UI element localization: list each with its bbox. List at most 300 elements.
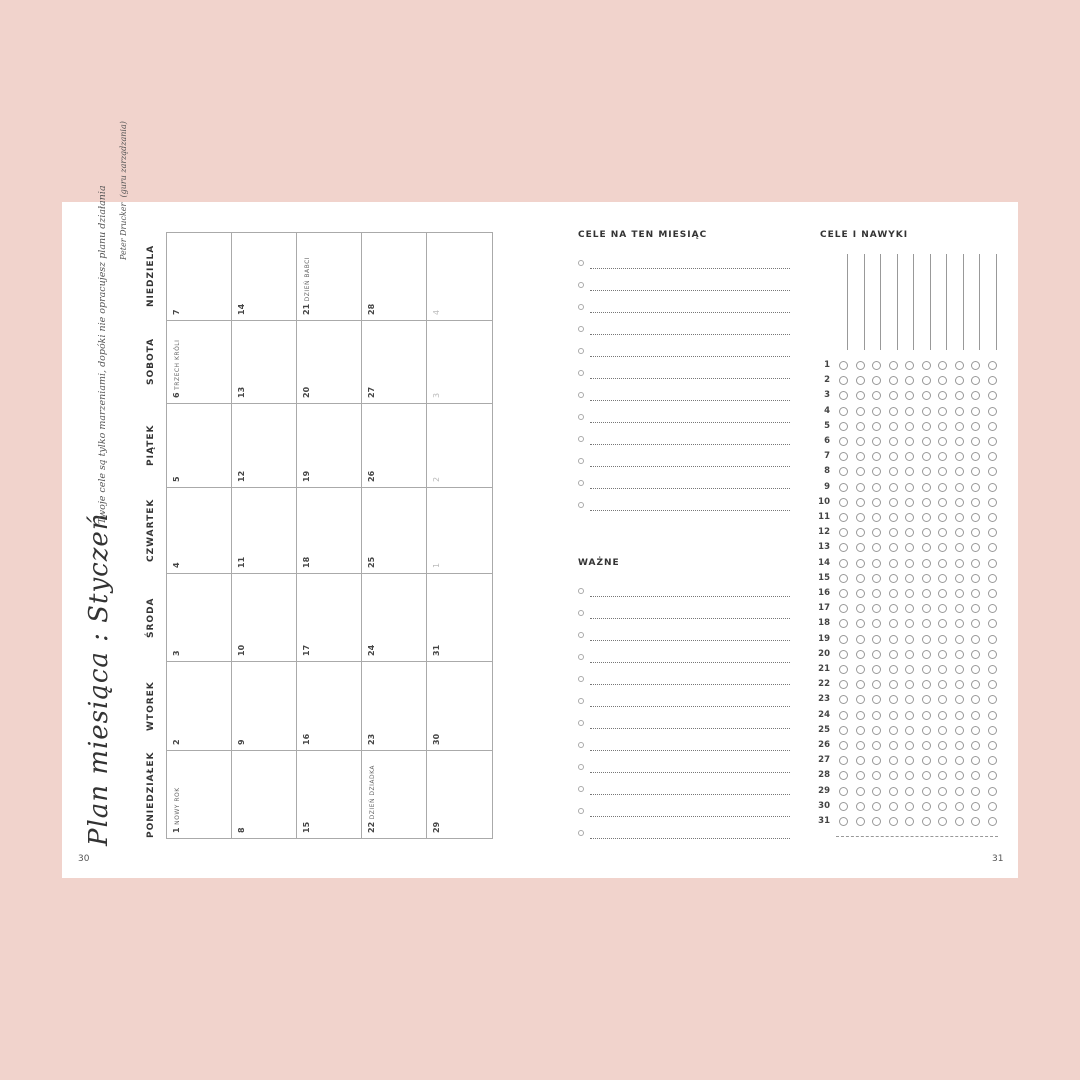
habit-checkbox[interactable] — [839, 467, 848, 476]
calendar-day-cell[interactable] — [166, 661, 232, 751]
habit-checkbox[interactable] — [872, 787, 881, 796]
important-entry-line[interactable] — [590, 662, 790, 663]
habit-checkbox[interactable] — [856, 376, 865, 385]
habit-checkbox[interactable] — [938, 680, 947, 689]
habit-checkbox[interactable] — [988, 589, 997, 598]
habit-checkbox[interactable] — [955, 756, 964, 765]
goal-entry-line[interactable] — [590, 510, 790, 511]
habit-checkbox[interactable] — [839, 650, 848, 659]
calendar-day-cell[interactable] — [166, 573, 232, 662]
habit-checkbox[interactable] — [988, 635, 997, 644]
habit-name-column[interactable] — [913, 254, 914, 350]
important-entry-line[interactable] — [590, 684, 790, 685]
habit-checkbox[interactable] — [839, 604, 848, 613]
habit-checkbox[interactable] — [905, 802, 914, 811]
habit-checkbox[interactable] — [905, 407, 914, 416]
habit-checkbox[interactable] — [856, 802, 865, 811]
habit-checkbox[interactable] — [839, 817, 848, 826]
habit-checkbox[interactable] — [955, 361, 964, 370]
habit-checkbox[interactable] — [922, 695, 931, 704]
habit-checkbox[interactable] — [856, 665, 865, 674]
important-entry-line[interactable] — [590, 706, 790, 707]
habit-checkbox[interactable] — [839, 711, 848, 720]
habit-checkbox[interactable] — [955, 498, 964, 507]
habit-checkbox[interactable] — [955, 726, 964, 735]
habit-checkbox[interactable] — [988, 559, 997, 568]
habit-checkbox[interactable] — [856, 619, 865, 628]
habit-checkbox[interactable] — [889, 361, 898, 370]
habit-checkbox[interactable] — [922, 361, 931, 370]
habit-checkbox[interactable] — [988, 680, 997, 689]
habit-checkbox[interactable] — [938, 650, 947, 659]
habit-checkbox[interactable] — [971, 407, 980, 416]
habit-checkbox[interactable] — [922, 437, 931, 446]
habit-checkbox[interactable] — [988, 650, 997, 659]
habit-checkbox[interactable] — [955, 650, 964, 659]
habit-checkbox[interactable] — [856, 680, 865, 689]
habit-checkbox[interactable] — [988, 756, 997, 765]
habit-checkbox[interactable] — [889, 589, 898, 598]
habit-checkbox[interactable] — [872, 619, 881, 628]
habit-checkbox[interactable] — [872, 650, 881, 659]
habit-checkbox[interactable] — [889, 422, 898, 431]
habit-checkbox[interactable] — [922, 559, 931, 568]
goal-entry-line[interactable] — [590, 378, 790, 379]
habit-checkbox[interactable] — [922, 650, 931, 659]
habit-checkbox[interactable] — [955, 604, 964, 613]
habit-checkbox[interactable] — [872, 635, 881, 644]
habit-checkbox[interactable] — [938, 817, 947, 826]
habit-checkbox[interactable] — [905, 787, 914, 796]
calendar-day-cell[interactable] — [231, 403, 297, 488]
habit-checkbox[interactable] — [955, 559, 964, 568]
habit-checkbox[interactable] — [856, 498, 865, 507]
calendar-day-cell[interactable] — [426, 573, 493, 662]
habit-checkbox[interactable] — [938, 422, 947, 431]
habit-checkbox[interactable] — [872, 695, 881, 704]
habit-checkbox[interactable] — [839, 407, 848, 416]
habit-checkbox[interactable] — [889, 817, 898, 826]
habit-checkbox[interactable] — [905, 695, 914, 704]
habit-checkbox[interactable] — [938, 711, 947, 720]
habit-checkbox[interactable] — [938, 483, 947, 492]
habit-checkbox[interactable] — [955, 680, 964, 689]
habit-checkbox[interactable] — [839, 741, 848, 750]
habit-checkbox[interactable] — [971, 635, 980, 644]
habit-checkbox[interactable] — [938, 559, 947, 568]
habit-checkbox[interactable] — [971, 619, 980, 628]
calendar-day-cell[interactable] — [296, 403, 362, 488]
habit-checkbox[interactable] — [905, 483, 914, 492]
habit-checkbox[interactable] — [922, 711, 931, 720]
habit-checkbox[interactable] — [955, 391, 964, 400]
habit-checkbox[interactable] — [872, 756, 881, 765]
habit-checkbox[interactable] — [872, 437, 881, 446]
habit-checkbox[interactable] — [889, 391, 898, 400]
habit-checkbox[interactable] — [872, 665, 881, 674]
habit-checkbox[interactable] — [971, 680, 980, 689]
habit-checkbox[interactable] — [889, 574, 898, 583]
habit-checkbox[interactable] — [971, 574, 980, 583]
calendar-day-cell[interactable] — [231, 573, 297, 662]
habit-checkbox[interactable] — [955, 619, 964, 628]
habit-checkbox[interactable] — [905, 361, 914, 370]
calendar-day-cell[interactable] — [166, 232, 232, 321]
habit-checkbox[interactable] — [938, 665, 947, 674]
habit-checkbox[interactable] — [922, 452, 931, 461]
calendar-day-cell[interactable] — [296, 320, 362, 404]
calendar-day-cell[interactable] — [231, 232, 297, 321]
habit-name-column[interactable] — [996, 254, 997, 350]
habit-checkbox[interactable] — [938, 391, 947, 400]
habit-checkbox[interactable] — [889, 498, 898, 507]
habit-checkbox[interactable] — [889, 635, 898, 644]
habit-checkbox[interactable] — [938, 726, 947, 735]
habit-checkbox[interactable] — [872, 771, 881, 780]
habit-checkbox[interactable] — [955, 437, 964, 446]
habit-checkbox[interactable] — [872, 817, 881, 826]
calendar-day-cell[interactable] — [296, 573, 362, 662]
goal-entry-line[interactable] — [590, 422, 790, 423]
habit-checkbox[interactable] — [856, 589, 865, 598]
habit-checkbox[interactable] — [955, 467, 964, 476]
habit-checkbox[interactable] — [971, 817, 980, 826]
habit-checkbox[interactable] — [955, 452, 964, 461]
calendar-day-cell[interactable] — [231, 661, 297, 751]
habit-checkbox[interactable] — [839, 559, 848, 568]
habit-checkbox[interactable] — [988, 802, 997, 811]
habit-checkbox[interactable] — [856, 528, 865, 537]
habit-checkbox[interactable] — [905, 543, 914, 552]
calendar-day-cell[interactable] — [361, 750, 427, 839]
habit-checkbox[interactable] — [872, 741, 881, 750]
habit-checkbox[interactable] — [988, 513, 997, 522]
habit-checkbox[interactable] — [856, 467, 865, 476]
habit-checkbox[interactable] — [971, 543, 980, 552]
habit-checkbox[interactable] — [872, 376, 881, 385]
habit-checkbox[interactable] — [971, 787, 980, 796]
habit-checkbox[interactable] — [922, 513, 931, 522]
calendar-day-cell[interactable] — [231, 487, 297, 574]
calendar-day-cell[interactable] — [426, 661, 493, 751]
habit-checkbox[interactable] — [872, 711, 881, 720]
habit-checkbox[interactable] — [938, 695, 947, 704]
habit-checkbox[interactable] — [938, 619, 947, 628]
important-entry-line[interactable] — [590, 772, 790, 773]
habit-checkbox[interactable] — [922, 498, 931, 507]
habit-checkbox[interactable] — [955, 483, 964, 492]
habit-checkbox[interactable] — [988, 741, 997, 750]
habit-checkbox[interactable] — [988, 452, 997, 461]
calendar-day-cell[interactable] — [361, 661, 427, 751]
habit-checkbox[interactable] — [938, 787, 947, 796]
habit-checkbox[interactable] — [905, 452, 914, 461]
habit-checkbox[interactable] — [905, 635, 914, 644]
goal-entry-line[interactable] — [590, 334, 790, 335]
calendar-day-cell[interactable] — [166, 750, 232, 839]
habit-checkbox[interactable] — [856, 711, 865, 720]
habit-checkbox[interactable] — [988, 726, 997, 735]
habit-checkbox[interactable] — [988, 619, 997, 628]
calendar-day-cell[interactable] — [231, 320, 297, 404]
habit-checkbox[interactable] — [971, 695, 980, 704]
calendar-day-cell[interactable] — [166, 403, 232, 488]
habit-checkbox[interactable] — [889, 528, 898, 537]
habit-checkbox[interactable] — [971, 483, 980, 492]
habit-checkbox[interactable] — [905, 467, 914, 476]
habit-checkbox[interactable] — [839, 589, 848, 598]
habit-checkbox[interactable] — [955, 817, 964, 826]
habit-checkbox[interactable] — [889, 467, 898, 476]
habit-checkbox[interactable] — [905, 437, 914, 446]
habit-checkbox[interactable] — [889, 680, 898, 689]
habit-checkbox[interactable] — [889, 695, 898, 704]
habit-checkbox[interactable] — [856, 787, 865, 796]
habit-checkbox[interactable] — [922, 756, 931, 765]
habit-checkbox[interactable] — [856, 559, 865, 568]
calendar-day-cell[interactable] — [166, 320, 232, 404]
calendar-day-cell[interactable] — [361, 320, 427, 404]
habit-checkbox[interactable] — [922, 787, 931, 796]
habit-checkbox[interactable] — [988, 422, 997, 431]
habit-checkbox[interactable] — [938, 437, 947, 446]
calendar-day-cell[interactable] — [166, 487, 232, 574]
habit-checkbox[interactable] — [988, 498, 997, 507]
habit-checkbox[interactable] — [938, 452, 947, 461]
habit-checkbox[interactable] — [889, 771, 898, 780]
habit-checkbox[interactable] — [971, 376, 980, 385]
habit-checkbox[interactable] — [938, 604, 947, 613]
habit-checkbox[interactable] — [856, 513, 865, 522]
habit-checkbox[interactable] — [971, 741, 980, 750]
habit-checkbox[interactable] — [922, 604, 931, 613]
calendar-day-cell[interactable] — [231, 750, 297, 839]
habit-checkbox[interactable] — [955, 771, 964, 780]
calendar-day-cell[interactable] — [296, 232, 362, 321]
habit-checkbox[interactable] — [856, 483, 865, 492]
habit-checkbox[interactable] — [971, 802, 980, 811]
habit-checkbox[interactable] — [988, 817, 997, 826]
habit-checkbox[interactable] — [839, 513, 848, 522]
goal-entry-line[interactable] — [590, 466, 790, 467]
important-entry-line[interactable] — [590, 618, 790, 619]
habit-checkbox[interactable] — [905, 604, 914, 613]
habit-checkbox[interactable] — [988, 361, 997, 370]
habit-checkbox[interactable] — [889, 802, 898, 811]
habit-checkbox[interactable] — [905, 726, 914, 735]
habit-checkbox[interactable] — [905, 680, 914, 689]
important-entry-line[interactable] — [590, 838, 790, 839]
habit-name-column[interactable] — [880, 254, 881, 350]
calendar-day-cell[interactable] — [296, 487, 362, 574]
habit-checkbox[interactable] — [856, 361, 865, 370]
habit-checkbox[interactable] — [922, 741, 931, 750]
habit-checkbox[interactable] — [988, 787, 997, 796]
habit-checkbox[interactable] — [988, 695, 997, 704]
habit-name-column[interactable] — [963, 254, 964, 350]
habit-checkbox[interactable] — [889, 407, 898, 416]
habit-name-column[interactable] — [847, 254, 848, 350]
habit-checkbox[interactable] — [905, 771, 914, 780]
important-entry-line[interactable] — [590, 750, 790, 751]
habit-checkbox[interactable] — [905, 574, 914, 583]
habit-checkbox[interactable] — [905, 741, 914, 750]
habit-checkbox[interactable] — [971, 528, 980, 537]
habit-checkbox[interactable] — [839, 452, 848, 461]
habit-checkbox[interactable] — [955, 589, 964, 598]
important-entry-line[interactable] — [590, 596, 790, 597]
habit-checkbox[interactable] — [938, 467, 947, 476]
habit-checkbox[interactable] — [905, 498, 914, 507]
habit-checkbox[interactable] — [889, 604, 898, 613]
habit-checkbox[interactable] — [955, 543, 964, 552]
calendar-day-cell[interactable] — [361, 487, 427, 574]
habit-checkbox[interactable] — [922, 422, 931, 431]
habit-name-column[interactable] — [930, 254, 931, 350]
habit-checkbox[interactable] — [839, 543, 848, 552]
habit-checkbox[interactable] — [988, 483, 997, 492]
habit-checkbox[interactable] — [971, 559, 980, 568]
goal-entry-line[interactable] — [590, 356, 790, 357]
habit-checkbox[interactable] — [839, 574, 848, 583]
habit-checkbox[interactable] — [955, 528, 964, 537]
habit-checkbox[interactable] — [856, 604, 865, 613]
habit-checkbox[interactable] — [922, 802, 931, 811]
habit-checkbox[interactable] — [922, 528, 931, 537]
habit-checkbox[interactable] — [905, 528, 914, 537]
habit-checkbox[interactable] — [839, 665, 848, 674]
habit-checkbox[interactable] — [839, 376, 848, 385]
calendar-day-cell[interactable] — [426, 487, 493, 574]
habit-checkbox[interactable] — [856, 726, 865, 735]
habit-checkbox[interactable] — [905, 589, 914, 598]
habit-checkbox[interactable] — [872, 574, 881, 583]
habit-checkbox[interactable] — [856, 695, 865, 704]
habit-checkbox[interactable] — [905, 665, 914, 674]
calendar-day-cell[interactable] — [426, 320, 493, 404]
habit-checkbox[interactable] — [971, 589, 980, 598]
goal-entry-line[interactable] — [590, 312, 790, 313]
goal-entry-line[interactable] — [590, 444, 790, 445]
habit-checkbox[interactable] — [971, 467, 980, 476]
habit-checkbox[interactable] — [889, 619, 898, 628]
habit-checkbox[interactable] — [856, 817, 865, 826]
habit-checkbox[interactable] — [922, 391, 931, 400]
habit-checkbox[interactable] — [889, 650, 898, 659]
habit-checkbox[interactable] — [839, 635, 848, 644]
habit-checkbox[interactable] — [955, 741, 964, 750]
important-entry-line[interactable] — [590, 794, 790, 795]
habit-checkbox[interactable] — [938, 407, 947, 416]
habit-checkbox[interactable] — [872, 802, 881, 811]
habit-checkbox[interactable] — [856, 422, 865, 431]
habit-checkbox[interactable] — [955, 635, 964, 644]
habit-checkbox[interactable] — [905, 817, 914, 826]
habit-checkbox[interactable] — [839, 726, 848, 735]
habit-checkbox[interactable] — [922, 376, 931, 385]
habit-checkbox[interactable] — [872, 604, 881, 613]
habit-checkbox[interactable] — [955, 802, 964, 811]
habit-checkbox[interactable] — [988, 543, 997, 552]
calendar-day-cell[interactable] — [361, 232, 427, 321]
habit-checkbox[interactable] — [971, 422, 980, 431]
habit-checkbox[interactable] — [938, 376, 947, 385]
habit-checkbox[interactable] — [889, 543, 898, 552]
habit-checkbox[interactable] — [905, 513, 914, 522]
habit-checkbox[interactable] — [872, 422, 881, 431]
habit-checkbox[interactable] — [922, 407, 931, 416]
habit-checkbox[interactable] — [938, 528, 947, 537]
habit-checkbox[interactable] — [938, 589, 947, 598]
habit-checkbox[interactable] — [839, 422, 848, 431]
habit-checkbox[interactable] — [839, 498, 848, 507]
habit-checkbox[interactable] — [971, 513, 980, 522]
habit-checkbox[interactable] — [988, 771, 997, 780]
habit-checkbox[interactable] — [955, 695, 964, 704]
habit-checkbox[interactable] — [872, 498, 881, 507]
habit-checkbox[interactable] — [971, 711, 980, 720]
habit-checkbox[interactable] — [839, 680, 848, 689]
habit-checkbox[interactable] — [872, 589, 881, 598]
habit-checkbox[interactable] — [938, 741, 947, 750]
habit-checkbox[interactable] — [856, 407, 865, 416]
habit-checkbox[interactable] — [889, 513, 898, 522]
calendar-day-cell[interactable] — [361, 403, 427, 488]
habit-checkbox[interactable] — [955, 513, 964, 522]
habit-checkbox[interactable] — [971, 756, 980, 765]
calendar-day-cell[interactable] — [296, 661, 362, 751]
calendar-day-cell[interactable] — [296, 750, 362, 839]
calendar-day-cell[interactable] — [361, 573, 427, 662]
habit-checkbox[interactable] — [856, 574, 865, 583]
habit-checkbox[interactable] — [889, 741, 898, 750]
habit-checkbox[interactable] — [988, 407, 997, 416]
habit-checkbox[interactable] — [971, 391, 980, 400]
habit-checkbox[interactable] — [856, 741, 865, 750]
habit-checkbox[interactable] — [922, 619, 931, 628]
habit-checkbox[interactable] — [889, 726, 898, 735]
habit-checkbox[interactable] — [856, 543, 865, 552]
habit-checkbox[interactable] — [839, 437, 848, 446]
habit-checkbox[interactable] — [938, 756, 947, 765]
habit-checkbox[interactable] — [988, 376, 997, 385]
habit-checkbox[interactable] — [971, 665, 980, 674]
habit-checkbox[interactable] — [872, 559, 881, 568]
habit-checkbox[interactable] — [922, 817, 931, 826]
habit-checkbox[interactable] — [839, 361, 848, 370]
important-entry-line[interactable] — [590, 728, 790, 729]
habit-checkbox[interactable] — [988, 391, 997, 400]
habit-checkbox[interactable] — [988, 574, 997, 583]
habit-checkbox[interactable] — [905, 391, 914, 400]
habit-checkbox[interactable] — [856, 650, 865, 659]
habit-checkbox[interactable] — [905, 559, 914, 568]
habit-checkbox[interactable] — [922, 467, 931, 476]
habit-checkbox[interactable] — [988, 711, 997, 720]
habit-checkbox[interactable] — [922, 771, 931, 780]
habit-checkbox[interactable] — [889, 787, 898, 796]
habit-checkbox[interactable] — [839, 695, 848, 704]
habit-checkbox[interactable] — [905, 376, 914, 385]
habit-checkbox[interactable] — [856, 437, 865, 446]
habit-checkbox[interactable] — [839, 483, 848, 492]
habit-checkbox[interactable] — [955, 711, 964, 720]
habit-checkbox[interactable] — [889, 376, 898, 385]
habit-checkbox[interactable] — [872, 361, 881, 370]
habit-checkbox[interactable] — [988, 528, 997, 537]
important-entry-line[interactable] — [590, 640, 790, 641]
goal-entry-line[interactable] — [590, 400, 790, 401]
